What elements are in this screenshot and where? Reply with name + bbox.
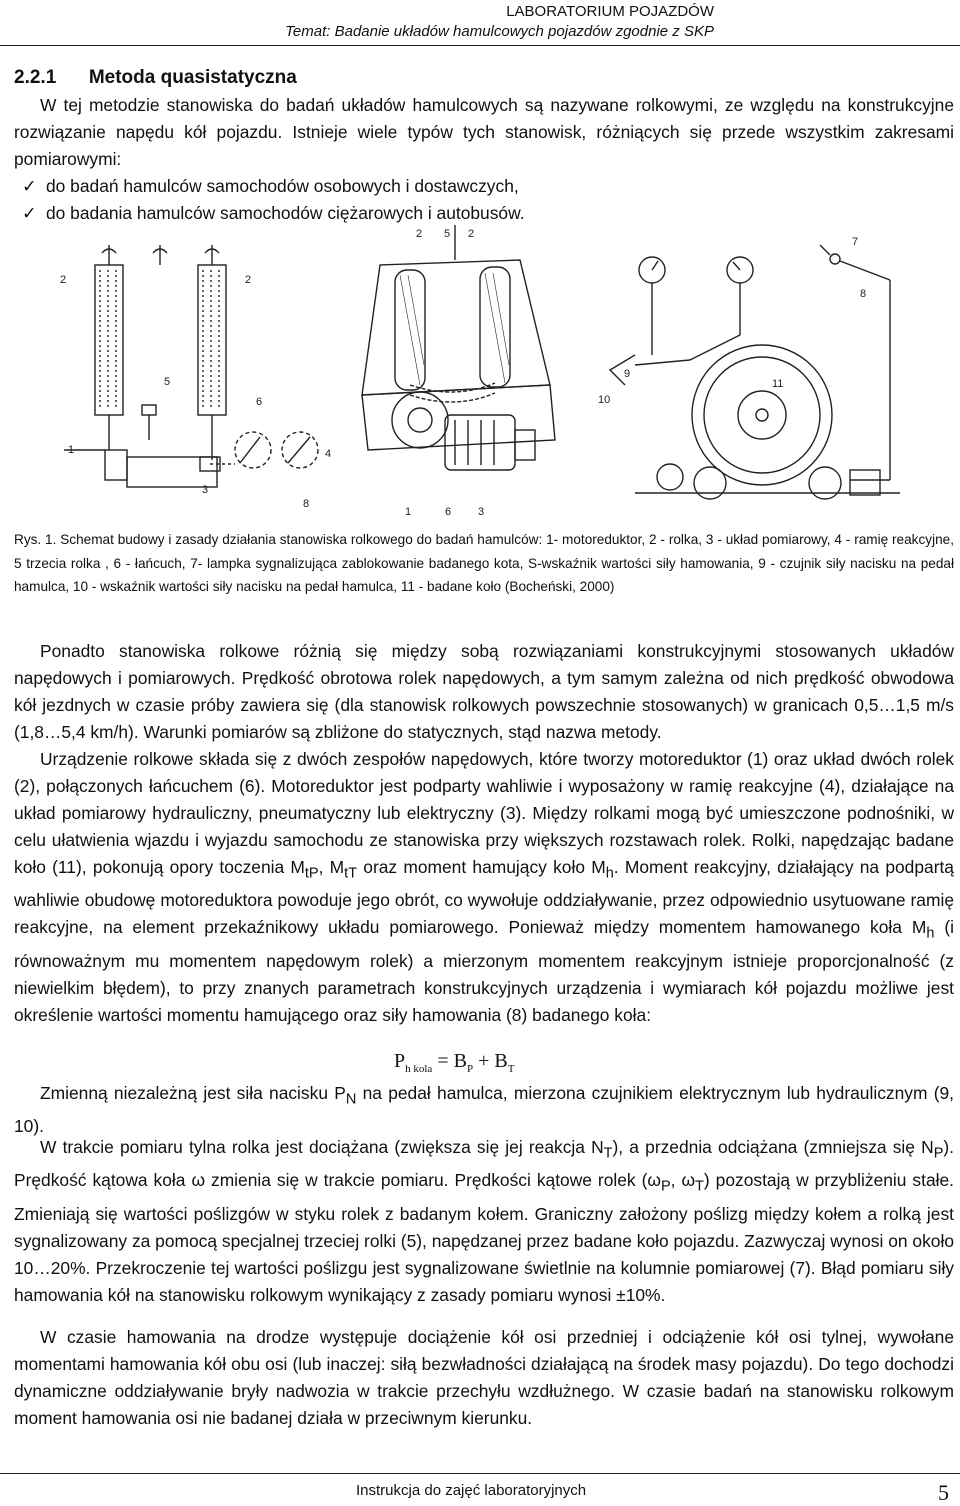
section-heading [14,67,297,89]
svg-text:3: 3 [478,506,485,518]
list-item: ✓ do badania hamulców samochodów ciężarowych i autobusów. [22,200,525,227]
svg-text:11: 11 [772,378,784,390]
svg-text:7: 7 [852,236,859,248]
header-rule [0,45,960,46]
svg-text:4: 4 [325,448,332,460]
schematic-left [64,245,318,487]
roller-test-stand-figure [50,225,910,520]
svg-text:2: 2 [416,228,423,240]
paragraph-4: W trakcie pomiaru tylna rolka jest dociążana (zwiększa się jej reakcja $N_T$), a przednia odciążana (zmniejsza się $N_P$). Prędkość kątowa koła ω zmienia się w trakcie pomiaru. Prędkości kątowe rolek ($\omega_P$, $\omega_T$) pozostają w przybliżeniu stałe. Zmieniają się wartości poślizgów w styku rolek z badanym kołem. Graniczny założony poślizg między kołem a rolką jest sygnalizowany za pomocą specjalnej trzeciej rolki (5), napędzanej przez badane koło pojazdu. Zazwyczaj wynosi on około 10…20%. Przekroczenie tej wartości poślizgu jest sygnalizowane świetlnie na kolumnie pomiarowej (7). Błąd pomiaru siły hamowania kół na stanowisku rolkowym wynikający z zasady pomiaru wynosi ±10%. [14,1137,955,1305]
svg-text:6: 6 [445,506,452,518]
paragraph-1: Ponadto stanowiska rolkowe różnią się między sobą rozwiązaniami konstrukcyjnymi stosowanych układów napędowych i pomiarowych. Prędkość obrotowa rolek napędowych, a tym samym zależna od nich prędkość obwodowa kół jezdnych w czasie próby zawiera się (dla stanowisk rolkowych powszechnie stosowanych) w granicach 0,5…1,5 m/s (1,8…5,4 km/h). Warunki pomiarów są zbliżone do statycznych, stąd nazwa metody. [14,641,954,742]
svg-text:5: 5 [444,228,451,240]
checkmark-icon: ✓ [22,176,37,196]
page-number: 5 [938,1480,949,1505]
section-number: 2.2.1 [14,67,57,88]
paragraph-2: Urządzenie rolkowe składa się z dwóch zespołów napędowych, które tworzy motoreduktor (1) oraz układ dwóch rolek (2), połączonych łańcuchem (6). Motoreduktor jest podparty wahliwie i wyposażony w ramię reakcyjne (4), działające na układ pomiarowy hydrauliczny, pneumatyczny lub elektryczny (3). Między rolkami mogą być umieszczone podnośniki, w celu ułatwienia wjazdu i wyjazdu samochodu ze stanowiska przy większych rozstawach rolek. Rolki, napędzając badane koło (11), pokonują opory toczenia $M_{tP}$, $M_{tT}$ oraz moment hamujący koło $M_h$. Moment reakcyjny, działający na podpartą wahliwie obudowę motoreduktora powoduje jego obrót, co wywołuje oddziaływanie, przez odpowiednio usytuowane ramię reakcyjne, na element przekaźnikowy układu pomiarowego. Ponieważ między momentem hamowanego koła $M_h$ (i równoważnym mu momentem napędowym rolek) a mierzonym momentem reakcyjnym istnieje proporcjonalność (z niewielkim błędem), to przy znanych parametrach konstrukcyjnych urządzenia i wymiarach kół pojazdu możliwe jest określenie wartości momentu hamującego oraz siły hamowania (8) badanego koła: [14,749,954,1025]
figure-caption: Rys. 1. Schemat budowy i zasady działania stanowiska rolkowego do badań hamulców: 1- motoreduktor, 2 - rolka, 3 - układ pomiarowy, 4 - ramię reakcyjne, 5 trzecia rolka , 6 - łańcuch, 7- lampka sygnalizująca zablokowanie badanego kota, S-wskaźnik wartości siły hamowania, 9 - czujnik siły nacisku na pedał hamulca, 10 - wskaźnik wartości siły nacisku na pedał hamulca, 11 - badane koło (Bocheński, 2000) [14,532,954,594]
svg-text:1: 1 [405,506,412,518]
svg-text:10: 10 [598,394,611,406]
checkmark-icon: ✓ [22,203,37,223]
svg-text:2: 2 [60,274,67,286]
svg-text:1: 1 [68,444,75,456]
schematic-middle-labels [405,228,484,518]
svg-text:2: 2 [468,228,475,240]
paragraph-5: W czasie hamowania na drodze występuje dociążenie kół osi przedniej i odciążenie kół osi tylnej, wywołane momentami hamowania kół obu osi (lub inaczej: siłą bezwładności działającą na środek masy pojazdu). Do tego dochodzi dynamiczne oddziaływanie bryły nadwozia w trakcie przechyłu wzdłużnego. W czasie badań na stanowisku rolkowym moment hamowania osi nie badanej działa w przeciwnym kierunku. [14,1327,954,1428]
svg-text:3: 3 [202,484,209,496]
schematic-right-labels [598,236,866,406]
svg-text:5: 5 [164,376,171,388]
svg-text:9: 9 [624,368,631,380]
schematic-right [610,245,900,499]
section-title: Metoda quasistatyczna [88,67,297,88]
header-topic: Temat: Badanie układów hamulcowych pojazdów zgodnie z SKP [285,23,714,40]
list-item: ✓ do badań hamulców samochodów osobowych i dostawczych, [22,173,519,200]
svg-text:2: 2 [245,274,252,286]
svg-text:8: 8 [860,288,867,300]
footer-rule [0,1473,960,1474]
header-lab-title: LABORATORIUM POJAZDÓW [506,3,714,20]
braking-force-formula: $P_{h kola} = B_P + B_T$ [394,1050,515,1075]
paragraph-3: Zmienną niezależną jest siła nacisku $P_N$ na pedał hamulca, mierzona czujnikiem elektrycznym lub hydraulicznym (9, 10). [14,1083,954,1137]
intro-paragraph: W tej metodzie stanowiska do badań układów hamulcowych są nazywane rolkowymi, ze względu na konstrukcyjne rozwiązanie napędu kół pojazdu. Istnieje wiele typów tych stanowisk, różniących się przede wszystkim zakresami pomiarowymi: [14,95,954,169]
svg-text:6: 6 [256,396,263,408]
schematic-middle [362,225,555,470]
footer-text: Instrukcja do zajęć laboratoryjnych [356,1482,587,1499]
svg-text:8: 8 [303,498,310,510]
